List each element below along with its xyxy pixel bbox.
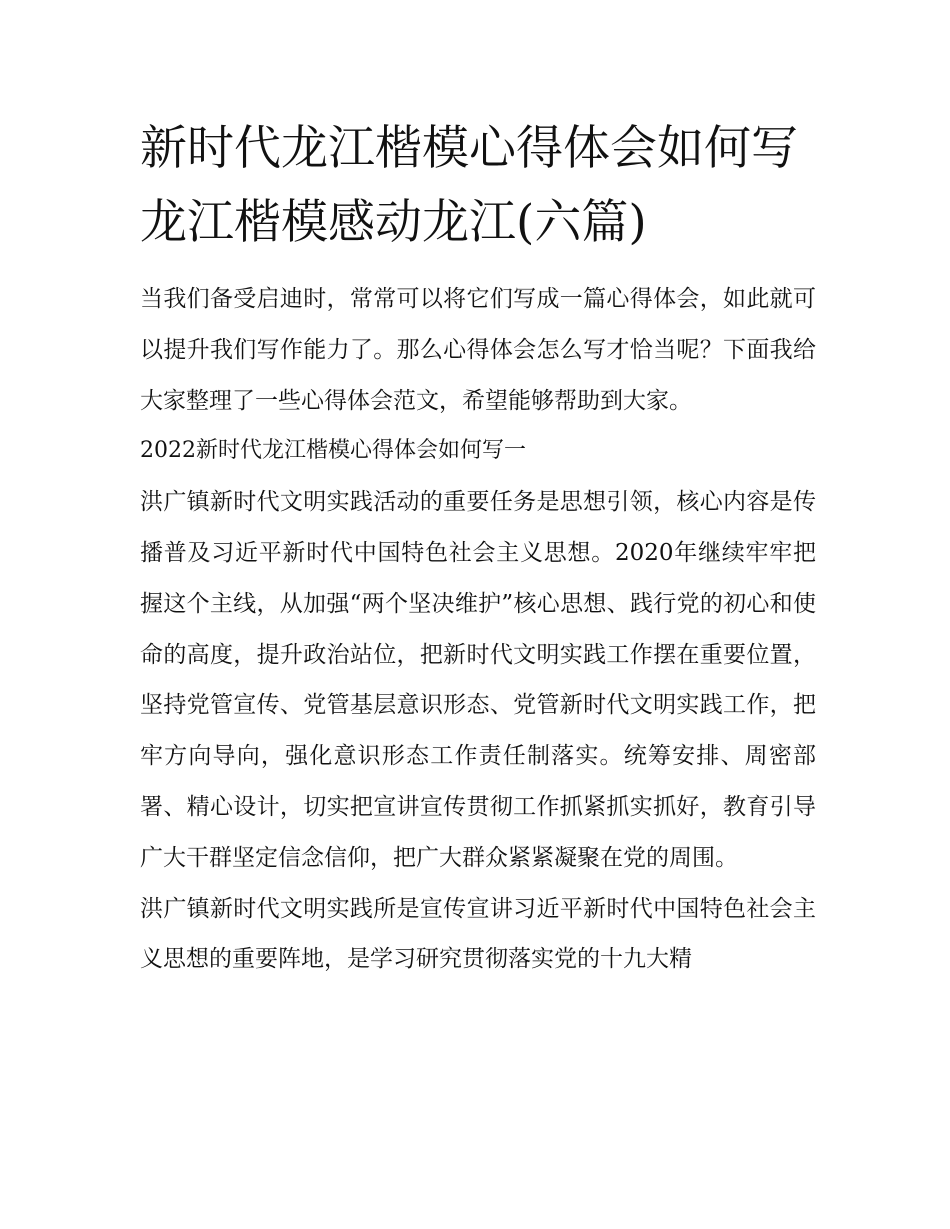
body-paragraph-2: 洪广镇新时代文明实践所是宣传宣讲习近平新时代中国特色社会主义思想的重要阵地，是学习研究贯彻落实党的十九大精: [140, 895, 816, 973]
body-paragraph-1: 洪广镇新时代文明实践活动的重要任务是思想引领，核心内容是传播普及习近平新时代中国特色社会主义思想。2020年继续牢牢把握这个主线，从加强“两个坚决维护”核心思想、践行党的初心和使命的高度，提升政治站位，把新时代文明实践工作摆在重要位置，坚持党管宣传、党管基层意识形态、党管新时代文明实践工作，把牢方向导向，强化意识形态工作责任制落实。统筹安排、周密部署、精心设计，切实把宣讲宣传贯彻工作抓紧抓实抓好，教育引导广大干群坚定信念信仰，把广大群众紧紧凝聚在党的周围。: [140, 489, 816, 871]
section-heading: 2022新时代龙江楷模心得体会如何写一: [140, 438, 526, 464]
intro-paragraph: 当我们备受启迪时，常常可以将它们写成一篇心得体会，如此就可以提升我们写作能力了。那么心得体会怎么写才恰当呢？下面我给大家整理了一些心得体会范文，希望能够帮助到大家。: [140, 286, 816, 414]
document-page: [140, 112, 816, 985]
document-title: 新时代龙江楷模心得体会如何写 龙江楷模感动龙江(六篇): [140, 121, 798, 250]
